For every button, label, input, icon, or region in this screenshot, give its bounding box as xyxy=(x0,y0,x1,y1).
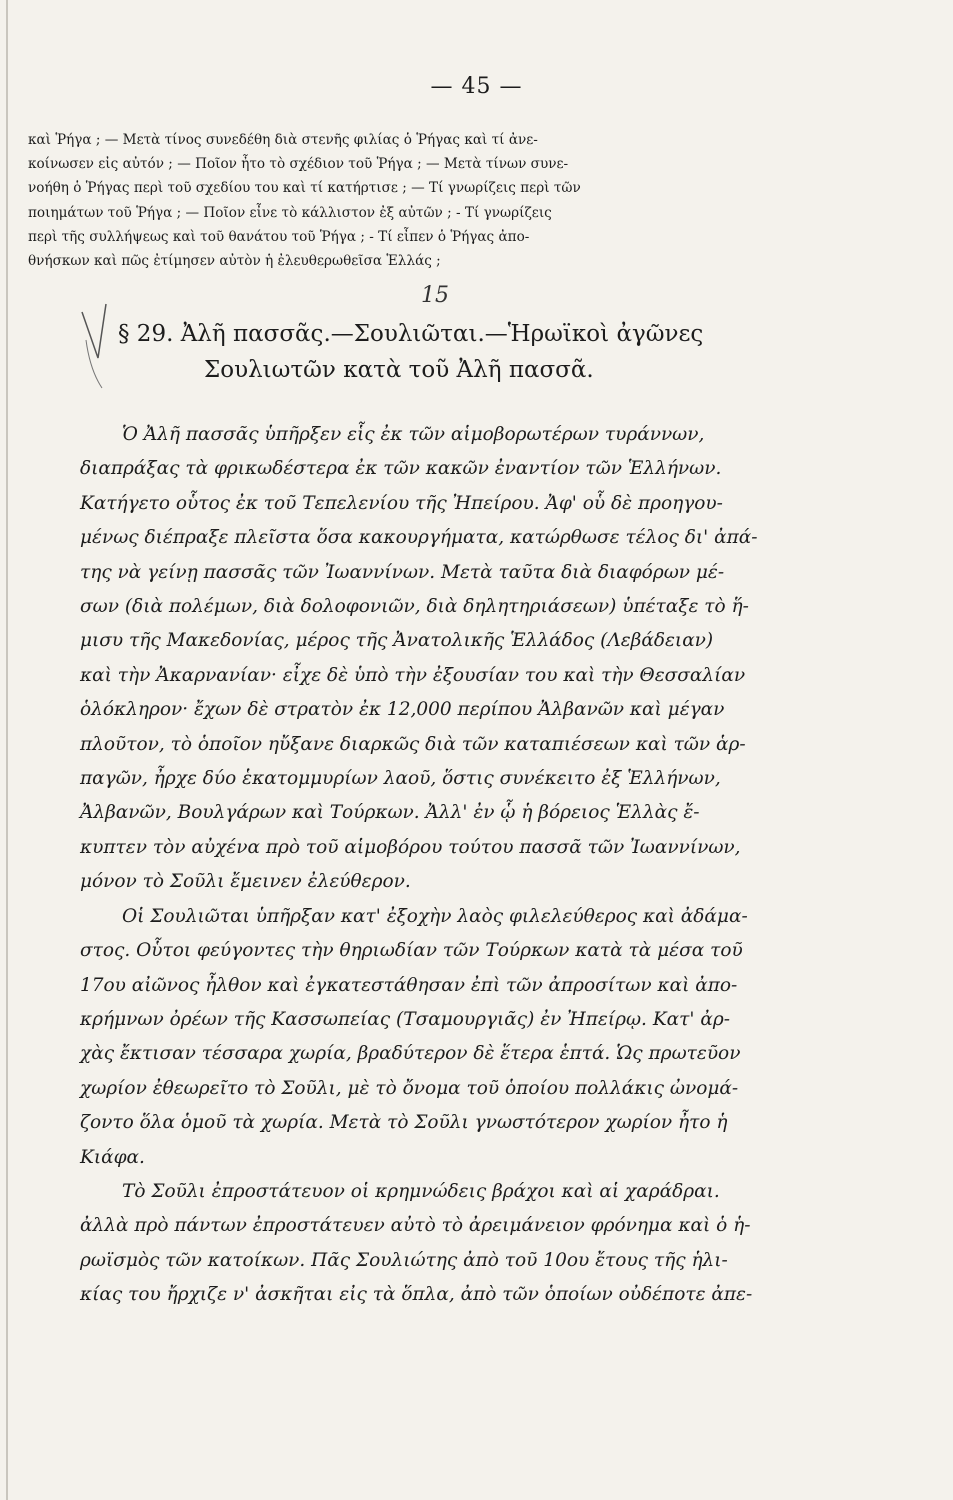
question-line: νοήθη ὁ Ῥήγας περὶ τοῦ σχεδίου του καὶ τί κατήρτισε ; — Τί γνωρίζεις περὶ τῶν xyxy=(28,180,581,197)
body-line: της νὰ γείνῃ πασσᾶς τῶν Ἰωαννίνων. Μετὰ ταῦτα διὰ διαφόρων μέ- xyxy=(80,561,725,583)
body-line: χὰς ἔκτισαν τέσσαρα χωρία, βραδύτερον δὲ ἕτερα ἑπτά. Ὡς πρωτεῦον xyxy=(80,1043,741,1065)
page-edge-shadow xyxy=(6,0,8,1500)
body-line: ζοντο ὅλα ὁμοῦ τὰ χωρία. Μετὰ τὸ Σοῦλι γνωστότερον χωρίον ἦτο ἡ xyxy=(80,1112,728,1134)
section-heading-line: § 29. Ἀλῆ πασσᾶς.—Σουλιῶται.—Ἡρωϊκοὶ ἀγῶνες xyxy=(118,321,704,347)
body-line: Ὁ Ἀλῆ πασσᾶς ὑπῆρξεν εἷς ἐκ τῶν αἱμοβορωτέρων τυράννων, xyxy=(122,424,705,445)
body-line: Τὸ Σοῦλι ἐπροστάτευον οἱ κρημνώδεις βράχοι καὶ αἱ χαράδραι. xyxy=(122,1180,720,1202)
body-line: ἀλλὰ πρὸ πάντων ἐπροστάτευεν αὐτὸ τὸ ἀρειμάνειον φρόνημα καὶ ὁ ἡ- xyxy=(80,1215,751,1237)
question-line: ποιημάτων τοῦ Ῥήγα ; — Ποῖον εἶνε τὸ κάλλιστον ἐξ αὐτῶν ; - Τί γνωρίζεις xyxy=(28,204,552,221)
review-questions xyxy=(28,128,828,273)
body-text xyxy=(80,418,840,1313)
page-number: — 45 — xyxy=(430,74,523,99)
body-line: ὁλόκληρον· ἔχων δὲ στρατὸν ἐκ 12,000 περίπου Ἀλβανῶν καὶ μέγαν xyxy=(80,699,725,721)
body-line: κρήμνων ὀρέων τῆς Κασσωπείας (Τσαμουργιᾶς) ἐν Ἠπείρῳ. Κατ' ἀρ- xyxy=(80,1008,730,1030)
body-line: Κατήγετο οὗτος ἐκ τοῦ Τεπελενίου τῆς Ἠπείρου. Ἀφ' οὗ δὲ προηγου- xyxy=(80,492,723,514)
body-line: μισυ τῆς Μακεδονίας, μέρος τῆς Ἀνατολικῆς Ἑλλάδος (Λεβάδειαν) xyxy=(80,630,714,652)
handwritten-annotation: 15 xyxy=(421,283,449,308)
body-line: ρωϊσμὸς τῶν κατοίκων. Πᾶς Σουλιώτης ἀπὸ τοῦ 10ου ἔτους τῆς ἡλι- xyxy=(80,1249,728,1271)
question-line: κοίνωσεν εἰς αὐτόν ; — Ποῖον ἦτο τὸ σχέδιον τοῦ Ῥήγα ; — Μετὰ τίνων συνε- xyxy=(28,156,569,173)
body-line: μένως διέπραξε πλεῖστα ὅσα κακουργήματα, κατώρθωσε τέλος δι' ἀπά- xyxy=(80,527,758,549)
body-line: καὶ τὴν Ἀκαρνανίαν· εἶχε δὲ ὑπὸ τὴν ἐξουσίαν του καὶ τὴν Θεσσαλίαν xyxy=(80,664,746,686)
body-line: μόνον τὸ Σοῦλι ἔμεινεν ἐλεύθερον. xyxy=(80,871,411,893)
question-line: καὶ Ῥήγα ; — Μετὰ τίνος συνεδέθη διὰ στενῆς φιλίας ὁ Ῥήγας καὶ τί ἀνε- xyxy=(28,132,538,148)
body-line: στος. Οὗτοι φεύγοντες τὴν θηριωδίαν τῶν Τούρκων κατὰ τὰ μέσα τοῦ xyxy=(80,940,743,962)
body-line: Κιάφα. xyxy=(80,1146,145,1168)
body-line: κίας του ἤρχιζε ν' ἀσκῆται εἰς τὰ ὅπλα, ἀπὸ τῶν ὁποίων οὐδέποτε ἀπε- xyxy=(80,1284,753,1306)
body-line: Οἱ Σουλιῶται ὑπῆρξαν κατ' ἐξοχὴν λαὸς φιλελεύθερος καὶ ἀδάμα- xyxy=(122,905,748,927)
body-line: παγῶν, ἦρχε δύο ἑκατομμυρίων λαοῦ, ὅστις συνέκειτο ἐξ Ἑλλήνων, xyxy=(80,768,721,790)
body-line: κυπτεν τὸν αὐχένα πρὸ τοῦ αἱμοβόρου τούτου πασσᾶ τῶν Ἰωαννίνων, xyxy=(80,836,741,858)
body-line: διαπράξας τὰ φρικωδέστερα ἐκ τῶν κακῶν ἐναντίον τῶν Ἑλλήνων. xyxy=(80,458,722,480)
handwritten-check-mark xyxy=(80,300,110,390)
section-heading-line: Σουλιωτῶν κατὰ τοῦ Ἀλῆ πασσᾶ. xyxy=(204,357,594,383)
question-line: περὶ τῆς συλλήψεως καὶ τοῦ θανάτου τοῦ Ῥήγα ; - Τί εἶπεν ὁ Ῥήγας ἀπο- xyxy=(28,228,530,245)
section-heading xyxy=(118,316,818,388)
body-line: χωρίον ἐθεωρεῖτο τὸ Σοῦλι, μὲ τὸ ὄνομα τοῦ ὁποίου πολλάκις ὠνομά- xyxy=(80,1077,739,1099)
body-line: πλοῦτον, τὸ ὁποῖον ηὔξανε διαρκῶς διὰ τῶν καταπιέσεων καὶ τῶν ἁρ- xyxy=(80,733,746,755)
question-line: θνήσκων καὶ πῶς ἐτίμησεν αὐτὸν ἡ ἐλευθερωθεῖσα Ἑλλάς ; xyxy=(28,253,441,270)
body-line: 17ου αἰῶνος ἦλθον καὶ ἐγκατεστάθησαν ἐπὶ τῶν ἀπροσίτων καὶ ἀπο- xyxy=(80,974,738,996)
body-line: σων (διὰ πολέμων, διὰ δολοφονιῶν, διὰ δηλητηριάσεων) ὑπέταξε τὸ ἥ- xyxy=(80,596,749,618)
body-line: Ἀλβανῶν, Βουλγάρων καὶ Τούρκων. Ἀλλ' ἐν ᾧ ἡ βόρειος Ἑλλὰς ἔ- xyxy=(80,802,700,824)
